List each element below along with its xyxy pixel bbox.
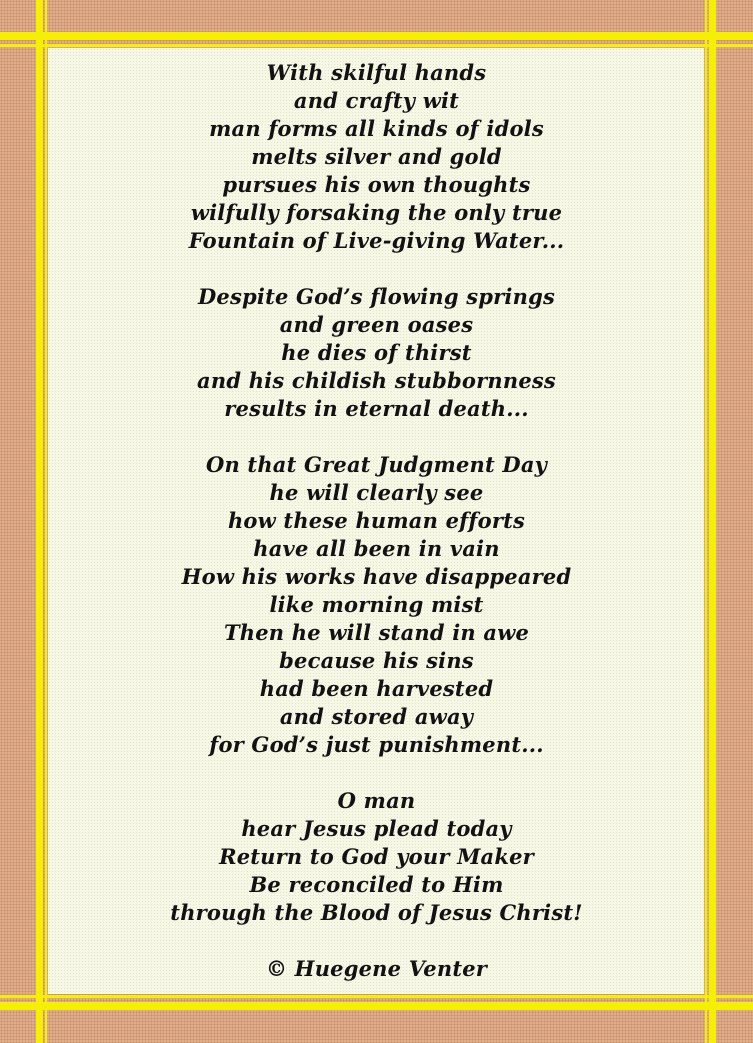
poem-line: because his sins — [279, 648, 474, 673]
poem-line: How his works have disappeared — [181, 564, 572, 589]
frame-line-inner-bottom — [0, 995, 753, 998]
poem-line: and stored away — [279, 704, 474, 729]
poem-line: With skilful hands — [266, 60, 487, 85]
poem-line: and his childish stubbornness — [197, 368, 556, 393]
poem-line: he will clearly see — [269, 480, 484, 505]
poem-line: O man — [337, 788, 416, 813]
poem-line: Be reconciled to Him — [249, 872, 504, 897]
poem-line: wilfully forsaking the only true — [190, 200, 563, 225]
stanza-3 — [0, 451, 753, 759]
frame-line-bottom — [0, 1002, 753, 1010]
poem-line: man forms all kinds of idols — [209, 116, 544, 141]
poem-line: Return to God your Maker — [219, 844, 534, 869]
poem-line: pursues his own thoughts — [222, 172, 531, 197]
poem-line: like morning mist — [269, 592, 484, 617]
poem-line: On that Great Judgment Day — [205, 452, 548, 477]
poem-line: for God’s just punishment... — [209, 732, 544, 757]
poem — [0, 59, 753, 983]
poem-line: results in eternal death... — [224, 396, 529, 421]
poem-line: how these human efforts — [227, 508, 526, 533]
poem-line: Despite God’s flowing springs — [198, 284, 555, 309]
copyright-notice: © Huegene Venter — [265, 956, 488, 981]
stanza-4 — [0, 787, 753, 927]
poem-line: Fountain of Live-giving Water... — [188, 228, 565, 253]
poem-line: Then he will stand in awe — [223, 620, 530, 645]
poem-line: have all been in vain — [253, 536, 500, 561]
poem-line: hear Jesus plead today — [241, 816, 512, 841]
stanza-1 — [0, 59, 753, 255]
poem-line: through the Blood of Jesus Christ! — [170, 900, 583, 925]
poem-line: melts silver and gold — [251, 144, 502, 169]
stanza-2 — [0, 283, 753, 423]
poem-line: had been harvested — [259, 676, 494, 701]
frame-line-inner-top — [0, 44, 753, 47]
poem-line: he dies of thirst — [281, 340, 472, 365]
frame-line-top — [0, 32, 753, 40]
poem-line: and crafty wit — [293, 88, 460, 113]
poem-line: and green oases — [279, 312, 474, 337]
